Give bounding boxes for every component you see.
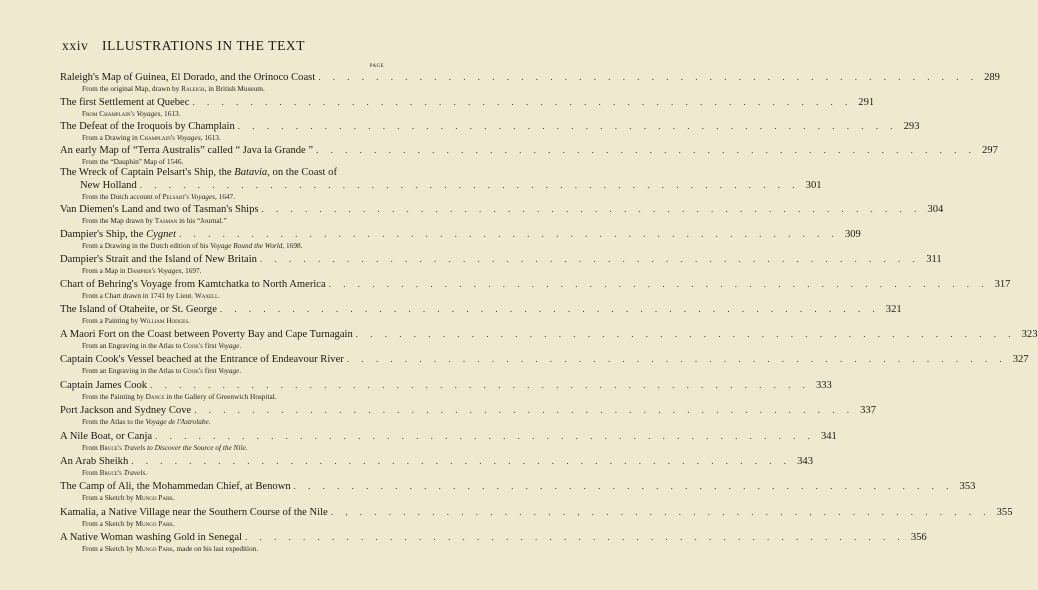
page-column-label: PAGE	[369, 64, 384, 69]
page-number: xxiv	[62, 38, 89, 53]
entry-source: From a Painting by William Hodges.	[82, 316, 190, 325]
entry-source: From a Drawing in Champlain's Voyages, 1613.	[82, 133, 221, 142]
entry-title: Dampier's Ship, the Cygnet	[60, 229, 177, 240]
entry-page: 304	[927, 204, 944, 215]
entry-source: From Bruce's Travels.	[82, 468, 148, 477]
entry-title: The Camp of Ali, the Mohammedan Chief, at Benown	[60, 481, 291, 492]
entry-page: 317	[994, 279, 1011, 290]
entry-title: The Defeat of the Iroquois by Champlain	[60, 121, 235, 132]
entry-page: 301	[805, 180, 822, 191]
entry-source: From the “Dauphin” Map of 1546.	[82, 157, 184, 166]
list-item	[60, 404, 876, 426]
entry-source: From the Dutch account of Pelsart's Voyages, 1647.	[82, 192, 236, 201]
entry-title: An Arab Sheikh	[60, 456, 129, 467]
list-item	[60, 96, 875, 118]
entry-page: 353	[959, 481, 976, 492]
entry-title: Captain Cook's Vessel beached at the Entrance of Endeavour River	[60, 354, 344, 365]
entry-source: From Bruce's Travels to Discover the Source of the Nile.	[82, 443, 248, 452]
entry-source: From the Atlas to the Voyage de l'Astrolabe.	[82, 417, 211, 426]
entry-page: 337	[860, 405, 876, 416]
entry-page: 341	[820, 431, 837, 442]
list-item	[60, 455, 814, 477]
list-item	[60, 278, 1011, 300]
list-item	[60, 203, 944, 225]
entry-source: From a Drawing in the Dutch edition of his Voyage Round the World, 1698.	[82, 241, 303, 250]
entry-source: From the original Map, drawn by Raleigh, in British Museum.	[82, 84, 265, 93]
entry-title: A Native Woman washing Gold in Senegal	[60, 532, 242, 543]
entry-title: An early Map of “Terra Australis” called “ Java la Grande ”	[60, 145, 314, 156]
entry-title: Van Diemen's Land and two of Tasman's Ships	[60, 204, 259, 215]
entry-title: A Maori Fort on the Coast between Poverty Bay and Cape Turnagain	[60, 329, 353, 340]
list-item	[60, 253, 942, 275]
entry-title-line1: The Wreck of Captain Pelsart's Ship, the Batavia, on the Coast of	[60, 167, 337, 178]
entry-page: 311	[926, 254, 942, 265]
entry-page: 323	[1021, 329, 1038, 340]
list-item	[60, 120, 920, 142]
entry-page: 327	[1012, 354, 1029, 365]
entry-page: 321	[885, 304, 902, 315]
list-item	[60, 531, 927, 553]
list-item	[60, 167, 822, 201]
list-item	[60, 144, 998, 166]
entry-page: 291	[858, 97, 875, 108]
list-item	[60, 430, 837, 452]
list-item	[60, 506, 1013, 528]
entry-title: Port Jackson and Sydney Cove	[60, 405, 192, 416]
entry-page: 333	[815, 380, 832, 391]
entry-title: Kamalia, a Native Village near the Southern Course of the Nile	[60, 507, 328, 518]
list-item	[60, 379, 832, 401]
entry-source: From a Sketch by Mungo Park, made on his last expedition.	[82, 544, 259, 553]
entry-title: Raleigh's Map of Guinea, El Dorado, and the Orinoco Coast	[60, 72, 316, 83]
list-item	[60, 328, 1038, 350]
entry-source: From the Map drawn by Tasman in his “Journal.”	[82, 216, 227, 225]
entry-source: From a Sketch by Mungo Park.	[82, 493, 175, 502]
list-item	[60, 480, 976, 502]
entry-source: From an Engraving in the Atlas to Cook's first Voyage.	[82, 366, 242, 375]
entry-source: From the Painting by Dance in the Gallery of Greenwich Hospital.	[82, 392, 277, 401]
entry-source: From an Engraving in the Atlas to Cook's first Voyage.	[82, 341, 242, 350]
list-item	[60, 228, 861, 250]
list-item	[60, 353, 1029, 375]
page-title: ILLUSTRATIONS IN THE TEXT	[102, 38, 306, 53]
list-item	[60, 71, 1000, 93]
entry-title: The first Settlement at Quebec	[60, 97, 190, 108]
entry-source: From a Sketch by Mungo Park.	[82, 519, 175, 528]
page-header	[62, 38, 384, 54]
entry-title: Captain James Cook	[60, 380, 148, 391]
entry-title: New Holland	[80, 180, 137, 191]
entry-page: 343	[797, 456, 814, 467]
list-item	[60, 303, 902, 325]
entry-page: 289	[984, 72, 1000, 83]
entry-title: The Island of Otaheite, or St. George	[60, 304, 217, 315]
entry-page: 356	[910, 532, 927, 543]
entry-page: 309	[844, 229, 861, 240]
entry-title: Dampier's Strait and the Island of New Britain	[60, 254, 257, 265]
entry-source: From a Chart drawn in 1741 by Lieut. Waxell.	[82, 291, 220, 300]
entry-page: 297	[981, 145, 998, 156]
entry-title: Chart of Behring's Voyage from Kamtchatka to North America	[60, 279, 326, 290]
entry-title: A Nile Boat, or Canja	[60, 431, 153, 442]
entry-page: 293	[903, 121, 920, 132]
entry-source: From Champlain's Voyages, 1613.	[82, 109, 181, 118]
entry-source: From a Map in Dampier's Voyages, 1697.	[82, 266, 202, 275]
entry-page: 355	[996, 507, 1013, 518]
